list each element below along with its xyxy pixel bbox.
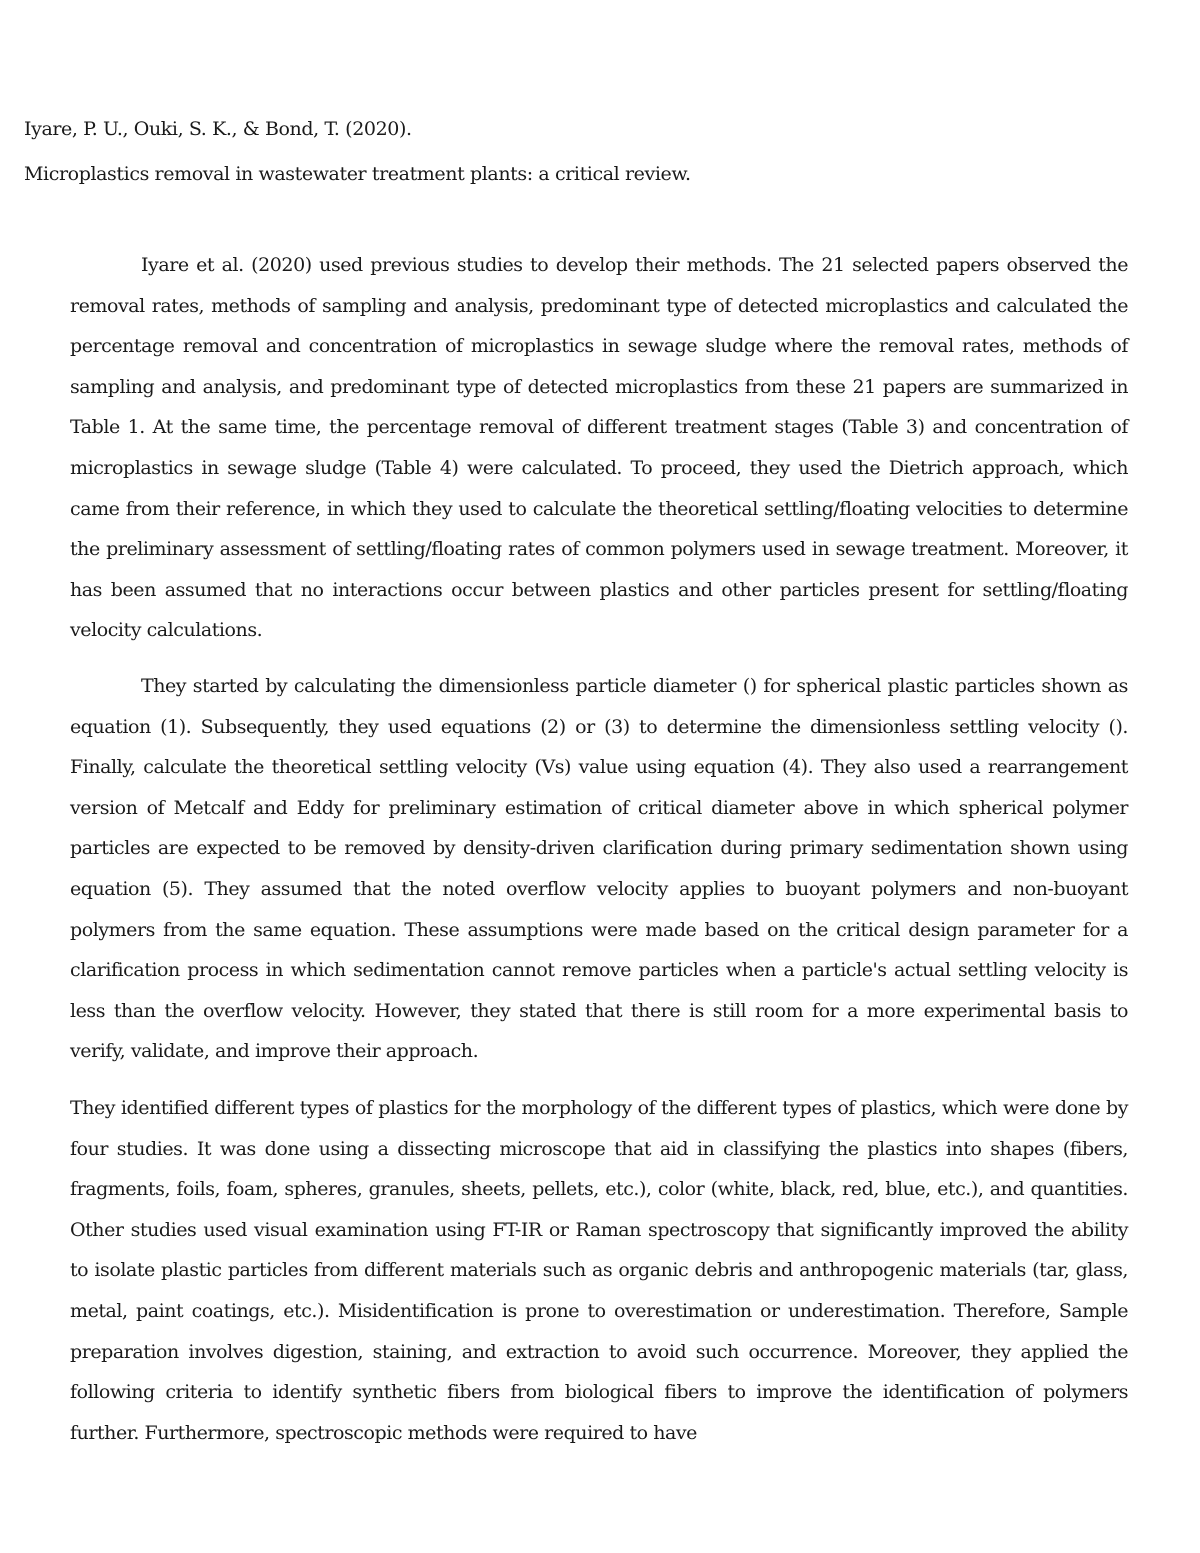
citation-title: Microplastics removal in wastewater treatment plants: a critical review. (24, 163, 691, 185)
citation-authors: Iyare, P. U., Ouki, S. K., & Bond, T. (2020). (24, 118, 412, 140)
body-paragraph-methods-overview: Iyare et al. (2020) used previous studies to develop their methods. The 21 selected papers observed the removal rates, methods of sampling and analysis, predominant type of detected microplastics and calculated the percentage removal and concentration of microplastics in sewage sludge where the removal rates, methods of sampling and analysis, and predominant type of detected microplastics from these 21 papers are summarized in Table 1. At the same time, the percentage removal of different treatment stages (Table 3) and concentration of microplastics in sewage sludge (Table 4) were calculated. To proceed, they used the Dietrich approach, which came from their reference, in which they used to calculate the theoretical settling/floating velocities to determine the preliminary assessment of settling/floating rates of common polymers used in sewage treatment. Moreover, it has been assumed that no interactions occur between plastics and other particles present for settling/floating velocity calculations. (70, 254, 1128, 642)
body-paragraph-settling-velocity: They started by calculating the dimensionless particle diameter () for spherical plastic particles shown as equation (1). Subsequently, they used equations (2) or (3) to determine the dimensionless settling velocity (). Finally, calculate the theoretical settling velocity (Vs) value using equation (4). They also used a rearrangement version of Metcalf and Eddy for preliminary estimation of critical diameter above in which spherical polymer particles are expected to be removed by density-driven clarification during primary sedimentation shown using equation (5). They assumed that the noted overflow velocity applies to buoyant polymers and non-buoyant polymers from the same equation. These assumptions were made based on the critical design parameter for a clarification process in which sedimentation cannot remove particles when a particle's actual settling velocity is less than the overflow velocity. However, they stated that there is still room for a more experimental basis to verify, validate, and improve their approach. (70, 675, 1128, 1063)
body-paragraph-plastic-identification: They identified different types of plastics for the morphology of the different types of plastics, which were done by four studies. It was done using a dissecting microscope that aid in classifying the plastics into shapes (fibers, fragments, foils, foam, spheres, granules, sheets, pellets, etc.), color (white, black, red, blue, etc.), and quantities. Other studies used visual examination using FT-IR or Raman spectroscopy that significantly improved the ability to isolate plastic particles from different materials such as organic debris and anthropogenic materials (tar, glass, metal, paint coatings, etc.). Misidentification is prone to overestimation or underestimation. Therefore, Sample preparation involves digestion, staining, and extraction to avoid such occurrence. Moreover, they applied the following criteria to identify synthetic fibers from biological fibers to improve the identification of polymers further. Furthermore, spectroscopic methods were required to have (70, 1097, 1128, 1444)
